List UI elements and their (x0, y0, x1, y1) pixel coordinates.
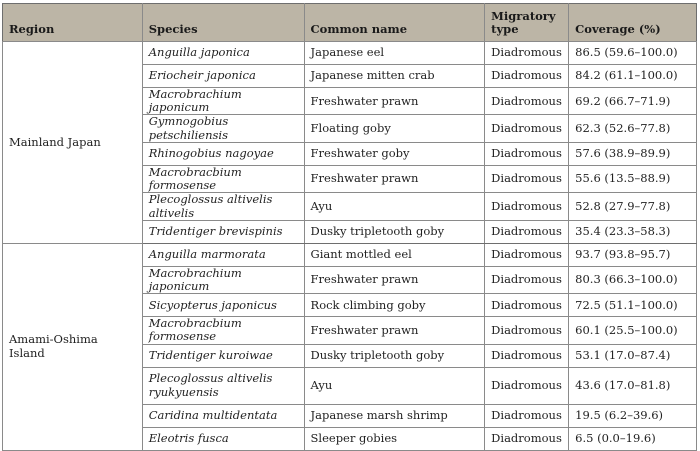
species-cell: Eriocheir japonica (142, 65, 304, 88)
species-cell: Plecoglossus altivelis ryukyuensis (142, 367, 304, 404)
common-name-cell: Japanese mitten crab (304, 65, 485, 88)
common-name-cell: Freshwater prawn (304, 266, 485, 293)
common-name-cell: Giant mottled eel (304, 243, 485, 266)
coverage-cell: 6.5 (0.0–19.6) (569, 427, 697, 450)
species-cell: Gymnogobius petschiliensis (142, 115, 304, 142)
header-common-name: Common name (304, 4, 485, 42)
common-name-cell: Ayu (304, 193, 485, 220)
migratory-type-cell: Diadromous (485, 88, 569, 115)
migratory-type-cell: Diadromous (485, 42, 569, 65)
migratory-type-cell: Diadromous (485, 142, 569, 165)
coverage-cell: 57.6 (38.9–89.9) (569, 142, 697, 165)
species-cell: Tridentiger kuroiwae (142, 344, 304, 367)
migratory-type-cell: Diadromous (485, 404, 569, 427)
coverage-cell: 55.6 (13.5–88.9) (569, 165, 697, 192)
migratory-type-cell: Diadromous (485, 193, 569, 220)
coverage-cell: 35.4 (23.3–58.3) (569, 220, 697, 243)
migratory-type-cell: Diadromous (485, 344, 569, 367)
common-name-cell: Ayu (304, 367, 485, 404)
header-row (3, 4, 697, 42)
coverage-cell: 86.5 (59.6–100.0) (569, 42, 697, 65)
table-row (3, 42, 697, 65)
coverage-cell: 84.2 (61.1–100.0) (569, 65, 697, 88)
coverage-cell: 69.2 (66.7–71.9) (569, 88, 697, 115)
coverage-cell: 72.5 (51.1–100.0) (569, 294, 697, 317)
coverage-cell: 52.8 (27.9–77.8) (569, 193, 697, 220)
species-cell: Sicyopterus japonicus (142, 294, 304, 317)
species-cell: Macrobracbium formosense (142, 165, 304, 192)
coverage-cell: 53.1 (17.0–87.4) (569, 344, 697, 367)
coverage-cell: 43.6 (17.0–81.8) (569, 367, 697, 404)
coverage-cell: 60.1 (25.5–100.0) (569, 317, 697, 344)
migratory-type-cell: Diadromous (485, 65, 569, 88)
region-cell: Mainland Japan (3, 42, 143, 244)
migratory-type-cell: Diadromous (485, 115, 569, 142)
common-name-cell: Dusky tripletooth goby (304, 344, 485, 367)
common-name-cell: Sleeper gobies (304, 427, 485, 450)
species-cell: Eleotris fusca (142, 427, 304, 450)
coverage-cell: 62.3 (52.6–77.8) (569, 115, 697, 142)
migratory-type-cell: Diadromous (485, 266, 569, 293)
common-name-cell: Rock climbing goby (304, 294, 485, 317)
species-coverage-table (2, 3, 697, 451)
migratory-type-cell: Diadromous (485, 367, 569, 404)
header-migratory-type: Migratory type (485, 4, 569, 42)
table-body (3, 42, 697, 451)
table-header (3, 4, 697, 42)
migratory-type-cell: Diadromous (485, 427, 569, 450)
species-cell: Caridina multidentata (142, 404, 304, 427)
migratory-type-cell: Diadromous (485, 165, 569, 192)
migratory-type-cell: Diadromous (485, 294, 569, 317)
coverage-cell: 93.7 (93.8–95.7) (569, 243, 697, 266)
region-cell: Amami-Oshima Island (3, 243, 143, 450)
common-name-cell: Freshwater prawn (304, 88, 485, 115)
species-cell: Tridentiger brevispinis (142, 220, 304, 243)
migratory-type-cell: Diadromous (485, 220, 569, 243)
species-cell: Rhinogobius nagoyae (142, 142, 304, 165)
common-name-cell: Floating goby (304, 115, 485, 142)
header-species: Species (142, 4, 304, 42)
migratory-type-cell: Diadromous (485, 317, 569, 344)
species-cell: Macrobrachium japonicum (142, 88, 304, 115)
species-cell: Plecoglossus altivelis altivelis (142, 193, 304, 220)
common-name-cell: Japanese eel (304, 42, 485, 65)
common-name-cell: Japanese marsh shrimp (304, 404, 485, 427)
header-region: Region (3, 4, 143, 42)
species-cell: Anguilla marmorata (142, 243, 304, 266)
header-coverage: Coverage (%) (569, 4, 697, 42)
common-name-cell: Freshwater goby (304, 142, 485, 165)
coverage-cell: 19.5 (6.2–39.6) (569, 404, 697, 427)
common-name-cell: Freshwater prawn (304, 317, 485, 344)
species-cell: Macrobrachium japonicum (142, 266, 304, 293)
migratory-type-cell: Diadromous (485, 243, 569, 266)
table-row (3, 243, 697, 266)
common-name-cell: Dusky tripletooth goby (304, 220, 485, 243)
species-cell: Macrobracbium formosense (142, 317, 304, 344)
coverage-cell: 80.3 (66.3–100.0) (569, 266, 697, 293)
common-name-cell: Freshwater prawn (304, 165, 485, 192)
species-cell: Anguilla japonica (142, 42, 304, 65)
